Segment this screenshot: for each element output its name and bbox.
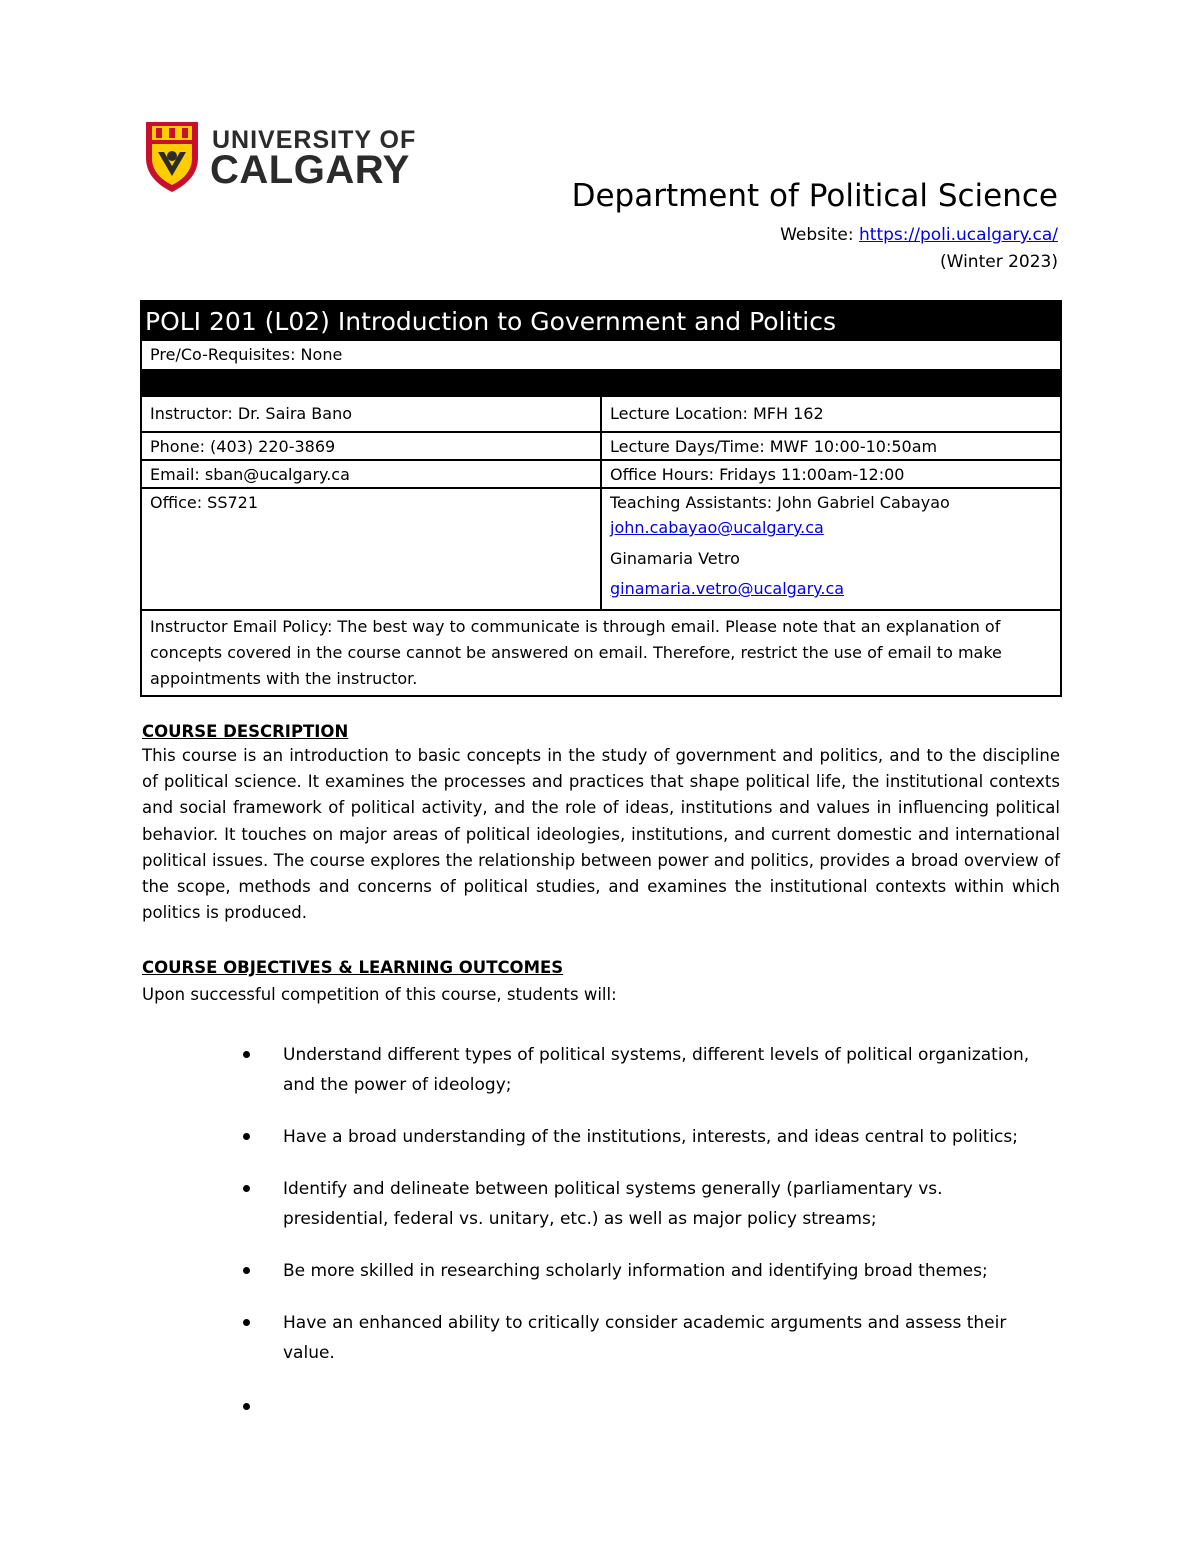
list-item-text: Identify and delineate between political systems generally (parliamentary vs. presidential, federal vs. unitary, etc.) as well as major policy streams;	[283, 1179, 943, 1229]
course-info-table	[140, 300, 1062, 697]
university-logo	[142, 118, 417, 198]
prereq-cell: Pre/Co-Requisites: None	[150, 345, 343, 364]
email-policy-cell: Instructor Email Policy: The best way to communicate is through email. Please note that an explanation of concepts covered in the course cannot be answered on email. Therefore, restrict the use of email to make appointments with the instructor.	[150, 617, 1002, 688]
days-time-cell: Lecture Days/Time: MWF 10:00-10:50am	[610, 437, 938, 456]
objectives-intro: Upon successful competition of this course, students will:	[142, 985, 617, 1004]
instructor-row	[140, 395, 1062, 433]
department-title: Department of Political Science	[571, 178, 1058, 214]
bullet-icon	[243, 1319, 250, 1326]
term-label: (Winter 2023)	[940, 252, 1058, 272]
phone-row	[140, 433, 1062, 461]
list-item	[243, 1256, 1043, 1286]
list-item-text: Have an enhanced ability to critically consider academic arguments and assess their value.	[283, 1313, 1007, 1363]
website-line	[780, 225, 1058, 245]
ta2-email-link[interactable]: ginamaria.vetro@ucalgary.ca	[610, 579, 845, 598]
instructor-cell: Instructor: Dr. Saira Bano	[142, 397, 602, 431]
office-cell: Office: SS721	[142, 489, 602, 609]
ta1-email-link[interactable]: john.cabayao@ucalgary.ca	[610, 518, 824, 537]
website-link[interactable]: https://poli.ucalgary.ca/	[859, 225, 1058, 245]
email-cell: Email: sban@ucalgary.ca	[142, 461, 602, 487]
course-description-text: This course is an introduction to basic concepts in the study of government and politics, and to the discipline of political science. It examines the processes and practices that shape political life, the institutional contexts and social framework of political activity, and the role of ideas, institutions and values in influencing political behavior. It touches on major areas of political ideologies, institutions, and current domestic and international political issues. The course explores the relationship between power and politics, provides a broad overview of the scope, methods and concerns of political studies, and examines the institutional contexts within which politics is produced.	[142, 746, 1060, 923]
crest-icon	[142, 118, 202, 194]
course-description-section	[142, 722, 1060, 926]
bullet-icon	[243, 1133, 250, 1140]
ta-cell	[602, 489, 1060, 609]
phone-cell: Phone: (403) 220-3869	[142, 433, 602, 459]
course-title: POLI 201 (L02) Introduction to Government and Politics	[140, 300, 1062, 341]
list-item	[243, 1308, 1043, 1368]
location-cell: Lecture Location: MFH 162	[610, 404, 824, 423]
list-item-text: Have a broad understanding of the institutions, interests, and ideas central to politics;	[283, 1127, 1018, 1147]
office-row	[140, 489, 1062, 611]
office-hours-cell: Office Hours: Fridays 11:00am-12:00	[610, 465, 905, 484]
email-row	[140, 461, 1062, 489]
bullet-icon	[243, 1267, 250, 1274]
email-policy-row	[140, 609, 1062, 697]
website-label: Website:	[780, 225, 860, 245]
ta-label: Teaching Assistants: John Gabriel Cabayao	[610, 493, 950, 512]
logo-text-calgary: CALGARY	[210, 148, 410, 192]
black-band-divider	[140, 371, 1062, 395]
list-item	[243, 1040, 1043, 1100]
objectives-section	[142, 958, 1060, 1004]
list-item-text: Understand different types of political systems, different levels of political organization, and the power of ideology;	[283, 1045, 1030, 1095]
prereq-row	[140, 341, 1062, 371]
list-item	[243, 1174, 1043, 1234]
bullet-icon	[243, 1185, 250, 1192]
bullet-icon	[243, 1051, 250, 1058]
logo-text-university-of: UNIVERSITY OF	[212, 126, 417, 154]
ta2-name: Ginamaria Vetro	[610, 549, 740, 568]
bullet-icon	[243, 1403, 250, 1410]
objectives-heading: COURSE OBJECTIVES & LEARNING OUTCOMES	[142, 958, 564, 977]
course-description-heading: COURSE DESCRIPTION	[142, 722, 349, 741]
list-item-text: Be more skilled in researching scholarly information and identifying broad themes;	[283, 1261, 988, 1281]
list-item	[243, 1122, 1043, 1152]
